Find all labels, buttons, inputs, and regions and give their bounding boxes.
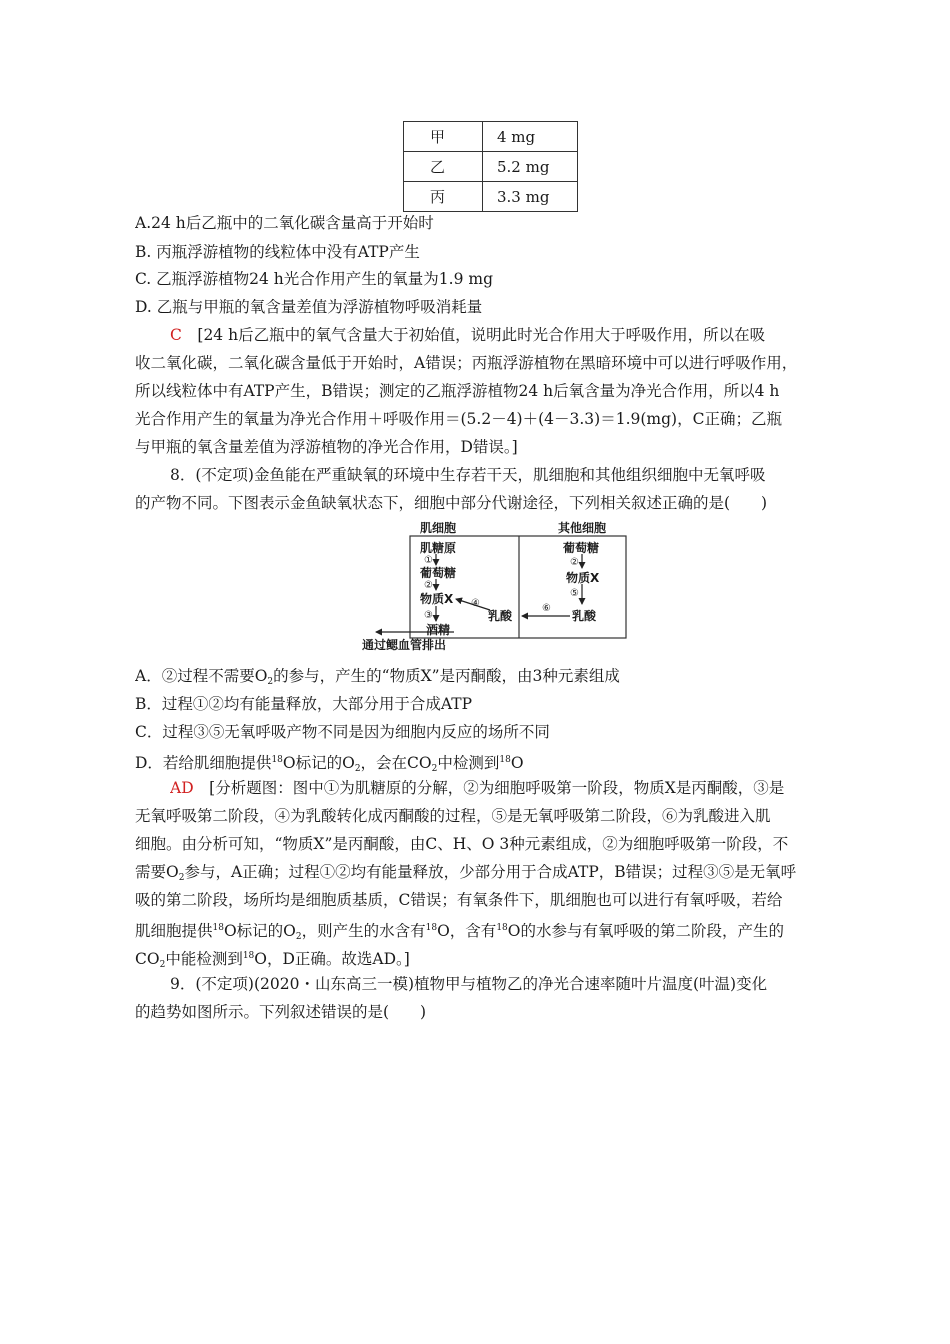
superscript: 18	[499, 755, 511, 765]
glycogen-label: 肌糖原	[420, 541, 457, 555]
q7-explanation-text: [24 h后乙瓶中的氧气含量大于初始值，说明此时光合作用大于呼吸作用，所以在吸	[197, 326, 766, 344]
q8-explanation-text: O，D正确。故选AD。]	[254, 950, 410, 968]
q8-option-d	[135, 750, 825, 779]
q7-option-b: B. 丙瓶浮游植物的线粒体中没有ATP产生	[135, 243, 420, 261]
q8-explanation-text: 参与，A正确；过程①②均有能量释放，少部分用于合成ATP，B错误；过程③⑤是无氧呼	[184, 863, 797, 881]
q9-stem-line: 9．(不定项)(2020・山东高三一模)植物甲与植物乙的净光合速率随叶片温度(叶温)变化	[170, 975, 768, 993]
q8-explanation-line: 吸的第二阶段，场所均是细胞质基质，C错误；有氧条件下，肌细胞也可以进行有氧呼吸，若给	[135, 891, 783, 909]
q8-explanation-line	[135, 918, 825, 947]
q7-option-c: C. 乙瓶浮游植物24 h光合作用产生的氧量为1.9 mg	[135, 270, 493, 288]
step-5-marker: ⑤	[570, 588, 579, 599]
q8-explanation-text: O，含有	[437, 922, 497, 940]
subscript: 2	[178, 873, 185, 883]
glucose-label-left: 葡萄糖	[420, 566, 457, 580]
q8-explanation-line: 细胞。由分析可知，“物质X”是丙酮酸，由C、H、O 3种元素组成，②为细胞呼吸第一阶段，不	[135, 835, 789, 853]
q8-explanation-line: 无氧呼吸第二阶段，④为乳酸转化成丙酮酸的过程，⑤是无氧呼吸第二阶段，⑥为乳酸进入肌	[135, 807, 771, 825]
q8-option-d-text: ，会在CO	[360, 754, 432, 772]
table-cell-bottle: 甲	[404, 122, 483, 152]
q8-explanation-text: CO	[135, 950, 160, 968]
step-1-marker: ①	[424, 555, 433, 566]
q8-option-d-text: 中检测到	[437, 754, 500, 772]
q8-option-c: C．过程③⑤无氧呼吸产物不同是因为细胞内反应的场所不同	[135, 723, 550, 741]
subscript: 2	[431, 764, 438, 774]
lactate-label-left: 乳酸	[488, 609, 513, 623]
q8-explanation-line	[135, 862, 825, 888]
table-row	[404, 152, 578, 182]
q7-answer: C	[170, 326, 182, 344]
q8-option-d-text: D．若给肌细胞提供	[135, 754, 272, 772]
muscle-cell-title: 肌细胞	[420, 521, 457, 535]
diagram-lines	[356, 518, 632, 656]
q8-explanation-text: ，则产生的水含有	[301, 922, 426, 940]
superscript: 18	[271, 755, 283, 765]
table-cell-bottle: 丙	[404, 182, 483, 212]
oxygen-content-table	[403, 121, 578, 212]
lactate-label-right: 乳酸	[572, 609, 597, 623]
q8-explanation-text: [分析题图：图中①为肌糖原的分解，②为细胞呼吸第一阶段，物质X是丙酮酸，③是	[209, 779, 785, 797]
q8-explanation-line	[135, 946, 825, 975]
q7-option-d: D. 乙瓶与甲瓶的氧含量差值为浮游植物呼吸消耗量	[135, 298, 483, 316]
q8-explanation-text: 需要O	[135, 863, 179, 881]
q8-explanation-text: O的水参与有氧呼吸的第二阶段，产生的	[507, 922, 784, 940]
step-6-marker: ⑥	[542, 603, 551, 614]
q9-stem-line: 的趋势如图所示。下列叙述错误的是( )	[135, 1003, 427, 1021]
table-cell-value: 4 mg	[483, 122, 578, 152]
subscript: 2	[295, 932, 302, 942]
subscript: 2	[267, 677, 274, 687]
q8-option-a-text: 的参与，产生的“物质X”是丙酮酸，由3种元素组成	[273, 667, 620, 685]
gill-excretion-label: 通过鳃血管排出	[362, 638, 447, 652]
superscript: 18	[496, 923, 508, 933]
ethanol-label: 酒精	[426, 623, 451, 637]
subscript: 2	[159, 960, 166, 970]
metabolism-diagram	[356, 518, 632, 656]
table-row	[404, 122, 578, 152]
table-cell-value: 3.3 mg	[483, 182, 578, 212]
q7-explanation-line	[170, 325, 825, 345]
substance-x-label-right: 物质X	[566, 571, 600, 585]
superscript: 18	[242, 951, 255, 961]
q8-option-b: B．过程①②均有能量释放，大部分用于合成ATP	[135, 695, 473, 713]
step-2-marker-right: ②	[570, 557, 579, 568]
q8-explanation-text: 肌细胞提供	[135, 922, 213, 940]
q8-option-d-text: O标记的O	[282, 754, 355, 772]
q8-stem-line: 8．(不定项)金鱼能在严重缺氧的环境中生存若干天，肌细胞和其他组织细胞中无氧呼吸	[170, 466, 766, 484]
subscript: 2	[354, 764, 361, 774]
superscript: 18	[212, 923, 224, 933]
substance-x-label-left: 物质X	[420, 592, 454, 606]
table-cell-bottle: 乙	[404, 152, 483, 182]
glucose-label-right: 葡萄糖	[563, 541, 600, 555]
table-row	[404, 182, 578, 212]
q8-option-d-text: O	[510, 754, 524, 772]
q8-explanation-line	[170, 778, 825, 798]
q8-explanation-text: 中能检测到	[165, 950, 243, 968]
step-3-marker: ③	[424, 610, 433, 621]
q7-option-a: A.24 h后乙瓶中的二氧化碳含量高于开始时	[135, 214, 434, 232]
step-2-marker-left: ②	[424, 580, 433, 591]
q7-explanation-line: 与甲瓶的氧含量差值为浮游植物的净光合作用，D错误。]	[135, 438, 518, 456]
q7-explanation-line: 收二氧化碳，二氧化碳含量低于开始时，A错误；丙瓶浮游植物在黑暗环境中可以进行呼吸作用，	[135, 354, 798, 372]
q7-explanation-line: 所以线粒体中有ATP产生，B错误；测定的乙瓶浮游植物24 h后氧含量为净光合作用，所以4 h	[135, 382, 780, 400]
table-cell-value: 5.2 mg	[483, 152, 578, 182]
q8-answer: AD	[170, 779, 194, 797]
q8-option-a	[135, 666, 825, 692]
q7-explanation-line: 光合作用产生的氧量为净光合作用＋呼吸作用＝(5.2－4)＋(4－3.3)＝1.9(mg)，C正确；乙瓶	[135, 410, 782, 428]
q8-stem-line: 的产物不同。下图表示金鱼缺氧状态下，细胞中部分代谢途径，下列相关叙述正确的是( )	[135, 494, 768, 512]
q8-explanation-text: O标记的O	[223, 922, 296, 940]
other-cells-title: 其他细胞	[558, 521, 607, 535]
step-4-marker: ④	[471, 598, 480, 609]
superscript: 18	[425, 923, 438, 933]
q8-option-a-text: A．②过程不需要O	[135, 667, 268, 685]
